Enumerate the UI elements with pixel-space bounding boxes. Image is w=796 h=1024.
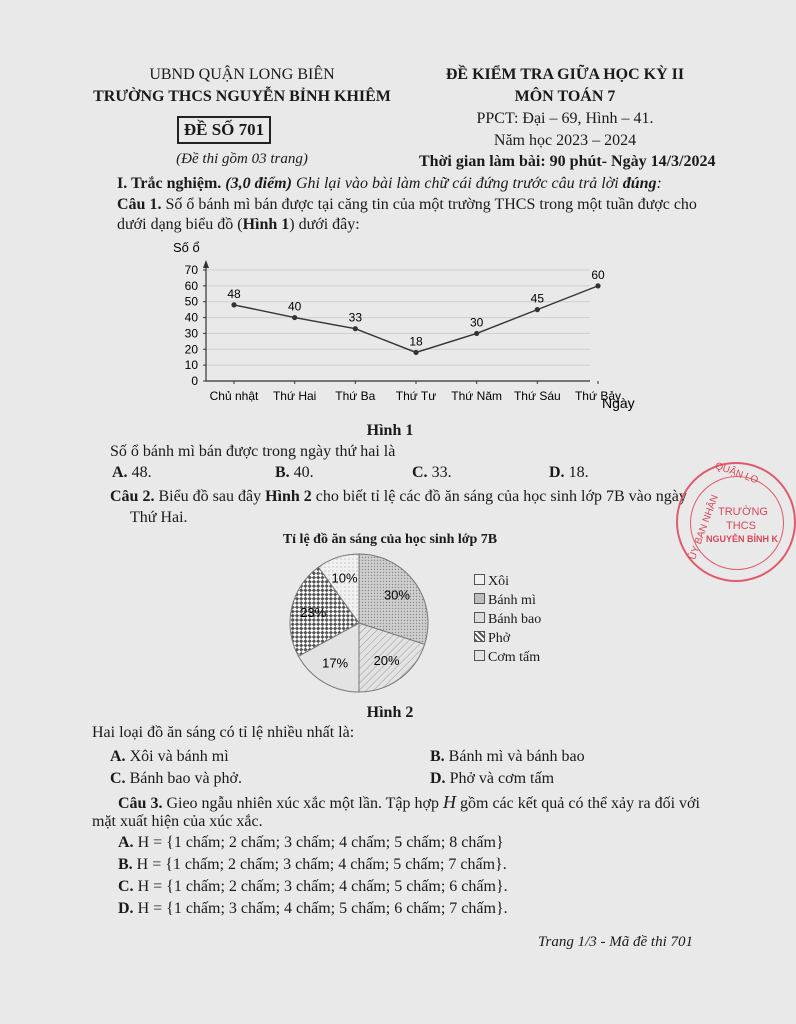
data-point [474,331,479,336]
q1-option-d[interactable] [549,464,589,482]
figure1-caption: Hình 1 [366,422,414,439]
school-name: TRƯỜNG THCS NGUYỄN BỈNH KHIÊM [93,88,391,105]
q3-option-d[interactable] [118,900,508,918]
section-points: (3,0 điểm) [225,175,292,192]
legend-swatch [474,650,485,661]
data-label: 33 [348,310,363,325]
option-letter: B. [118,856,133,873]
legend-swatch [474,612,485,623]
option-letter: B. [275,464,290,481]
legend-label: Bánh bao [488,612,542,627]
pie-chart [280,550,480,698]
q1-figure-ref: Hình 1 [242,216,290,233]
y-tick-label: 50 [184,294,198,309]
y-tick-label: 10 [184,358,198,373]
line-chart [150,236,650,416]
option-text: Phở và cơm tấm [449,770,555,787]
x-tick-label: Thứ Hai [272,389,317,403]
stamp-center2: THCS [726,520,756,532]
option-text: Bánh bao và phở. [129,770,242,787]
option-text: 48. [131,464,152,481]
exam-title: ĐỀ KIỂM TRA GIỮA HỌC KỲ II [445,66,685,83]
x-tick-label: Thứ Sáu [513,389,561,403]
school-stamp [676,462,796,582]
q1-text2a: dưới dạng biểu đồ ( [117,216,243,233]
option-letter: C. [110,770,126,787]
section-instruction: Ghi lại vào bài làm chữ cái đứng trước câu trả lời [295,175,619,192]
ppct: PPCT: Đại – 69, Hình – 41. [476,110,654,127]
q1-option-c[interactable] [412,464,452,482]
q1-option-a[interactable] [112,464,152,482]
line-chart-ylabel: Số ổ [173,240,200,255]
data-point [595,283,600,288]
option-letter: D. [549,464,565,481]
q2-option-c[interactable] [110,770,242,788]
q3-text-line1 [118,792,700,813]
section-instruction-bold: đúng [622,175,657,192]
data-point [535,307,540,312]
q2-option-d[interactable] [430,770,554,788]
q1-option-b[interactable] [275,464,314,482]
legend-swatch [474,593,485,604]
q2-text-line2: Thứ Hai. [130,509,188,526]
data-point [353,326,358,331]
q3-text1b: gồm các kết quả có thể xảy ra đối với [460,795,700,812]
x-tick-label: Thứ Ba [335,389,376,403]
data-label: 48 [227,286,241,301]
legend-item [474,593,536,609]
option-text: 40. [293,464,314,481]
legend-swatch [474,631,485,642]
legend-item [474,612,541,628]
q2-figure-ref: Hình 2 [265,488,312,505]
q3-option-c[interactable] [118,878,508,896]
figure2-caption: Hình 2 [366,704,414,721]
option-letter: D. [430,770,446,787]
option-text: 18. [568,464,589,481]
exam-time: Thời gian làm bài: 90 phút- Ngày 14/3/2024 [419,153,716,170]
data-label: 40 [287,299,302,314]
q3-text-line2: mặt xuất hiện của xúc xắc. [92,813,263,830]
q3-option-b[interactable] [118,856,507,874]
data-label: 45 [530,291,545,306]
district-name: UBND QUẬN LONG BIÊN [149,66,335,83]
y-tick-label: 0 [191,374,198,388]
legend-label: Xôi [488,574,509,589]
option-text: H = {1 chấm; 3 chấm; 4 chấm; 5 chấm; 6 chấm; 7 chấm}. [137,900,508,917]
section-heading [117,175,662,193]
legend-item [474,650,540,666]
stamp-left-text: ỦY BAN NHÂN [687,493,721,562]
legend-label: Cơm tấm [488,650,541,665]
q3-var: H [443,792,456,812]
option-letter: A. [112,464,128,481]
x-tick-label: Thứ Bảy [574,389,622,403]
option-letter: B. [430,748,445,765]
pie-slice-label: 10% [331,570,358,586]
y-tick-label: 60 [184,278,198,293]
option-text: H = {1 chấm; 2 chấm; 3 chấm; 4 chấm; 5 chấm; 6 chấm}. [137,878,508,895]
q2-question: Hai loại đồ ăn sáng có tỉ lệ nhiều nhất là: [92,724,355,741]
legend-swatch [474,574,485,585]
x-tick-label: Thứ Năm [451,389,503,403]
data-label: 60 [591,267,605,282]
option-text: H = {1 chấm; 2 chấm; 3 chấm; 4 chấm; 5 chấm; 7 chấm}. [136,856,507,873]
q2-text1c: cho biết tỉ lệ các đồ ăn sáng của học sinh lớp 7B vào ngày [315,488,687,505]
option-text: H = {1 chấm; 2 chấm; 3 chấm; 4 chấm; 5 chấm; 8 chấm} [137,834,504,851]
y-tick-label: 40 [184,310,198,325]
pie-slice-label: 17% [322,655,349,671]
q2-option-a[interactable] [110,748,229,766]
option-letter: D. [118,900,134,917]
data-point [292,315,297,320]
q1-text2c: ) dưới đây: [289,216,360,233]
section-instruction-end: : [656,175,662,192]
q3-text1: Gieo ngẫu nhiên xúc xắc một lần. Tập hợp [166,795,439,812]
y-tick-label: 70 [184,263,198,277]
option-letter: A. [110,748,126,765]
option-text: 33. [431,464,452,481]
school-stamp-clip [676,460,779,586]
q3-label: Câu 3. [118,795,163,812]
q1-label: Câu 1. [117,196,162,213]
q1-question: Số ổ bánh mì bán được trong ngày thứ hai là [110,443,396,460]
data-point [413,350,418,355]
subject: MÔN TOÁN 7 [514,88,616,105]
q2-label: Câu 2. [110,488,155,505]
data-point [231,302,236,307]
legend-item [474,574,509,590]
pages-note: (Đề thi gồm 03 trang) [176,151,308,167]
y-axis-arrow [203,260,209,268]
stamp-center1: TRƯỜNG [718,506,768,518]
y-tick-label: 30 [184,326,198,341]
q1-text-line1 [117,196,697,214]
pie-slice-label: 30% [383,587,410,603]
stamp-center3: NGUYỄN BỈNH K [706,534,779,544]
data-label: 30 [469,315,484,330]
data-label: 18 [409,334,423,349]
stamp-top-text: QUẬN LO [713,460,760,487]
q2-text-line1 [110,488,687,506]
option-letter: C. [412,464,428,481]
legend-label: Bánh mì [488,593,536,608]
q2-option-b[interactable] [430,748,585,766]
school-year: Năm học 2023 – 2024 [493,132,637,149]
q1-text-line2 [117,216,360,234]
legend-label: Phở [488,631,511,646]
option-text: Xôi và bánh mì [129,748,229,765]
page-footer: Trang 1/3 - Mã đề thi 701 [538,934,694,950]
legend-item [474,631,510,647]
pie-slice-label: 23% [300,604,327,620]
option-letter: A. [118,834,134,851]
q1-text1: Số ổ bánh mì bán được tại căng tin của một trường THCS trong một tuần được cho [165,196,697,213]
y-tick-label: 20 [184,342,198,357]
exam-code-box: ĐỀ SỐ 701 [177,116,271,144]
line-chart-xlabel: Ngày [602,395,635,411]
pie-chart-title: Tỉ lệ đồ ăn sáng của học sinh lớp 7B [282,532,498,547]
x-tick-label: Chủ nhật [209,389,259,403]
q3-option-a[interactable] [118,834,504,852]
x-tick-label: Thứ Tư [395,389,437,403]
section-title: I. Trắc nghiệm. [117,175,222,192]
pie-slice-label: 20% [373,652,400,668]
q2-text1a: Biểu đồ sau đây [158,488,262,505]
option-letter: C. [118,878,134,895]
option-text: Bánh mì và bánh bao [448,748,585,765]
